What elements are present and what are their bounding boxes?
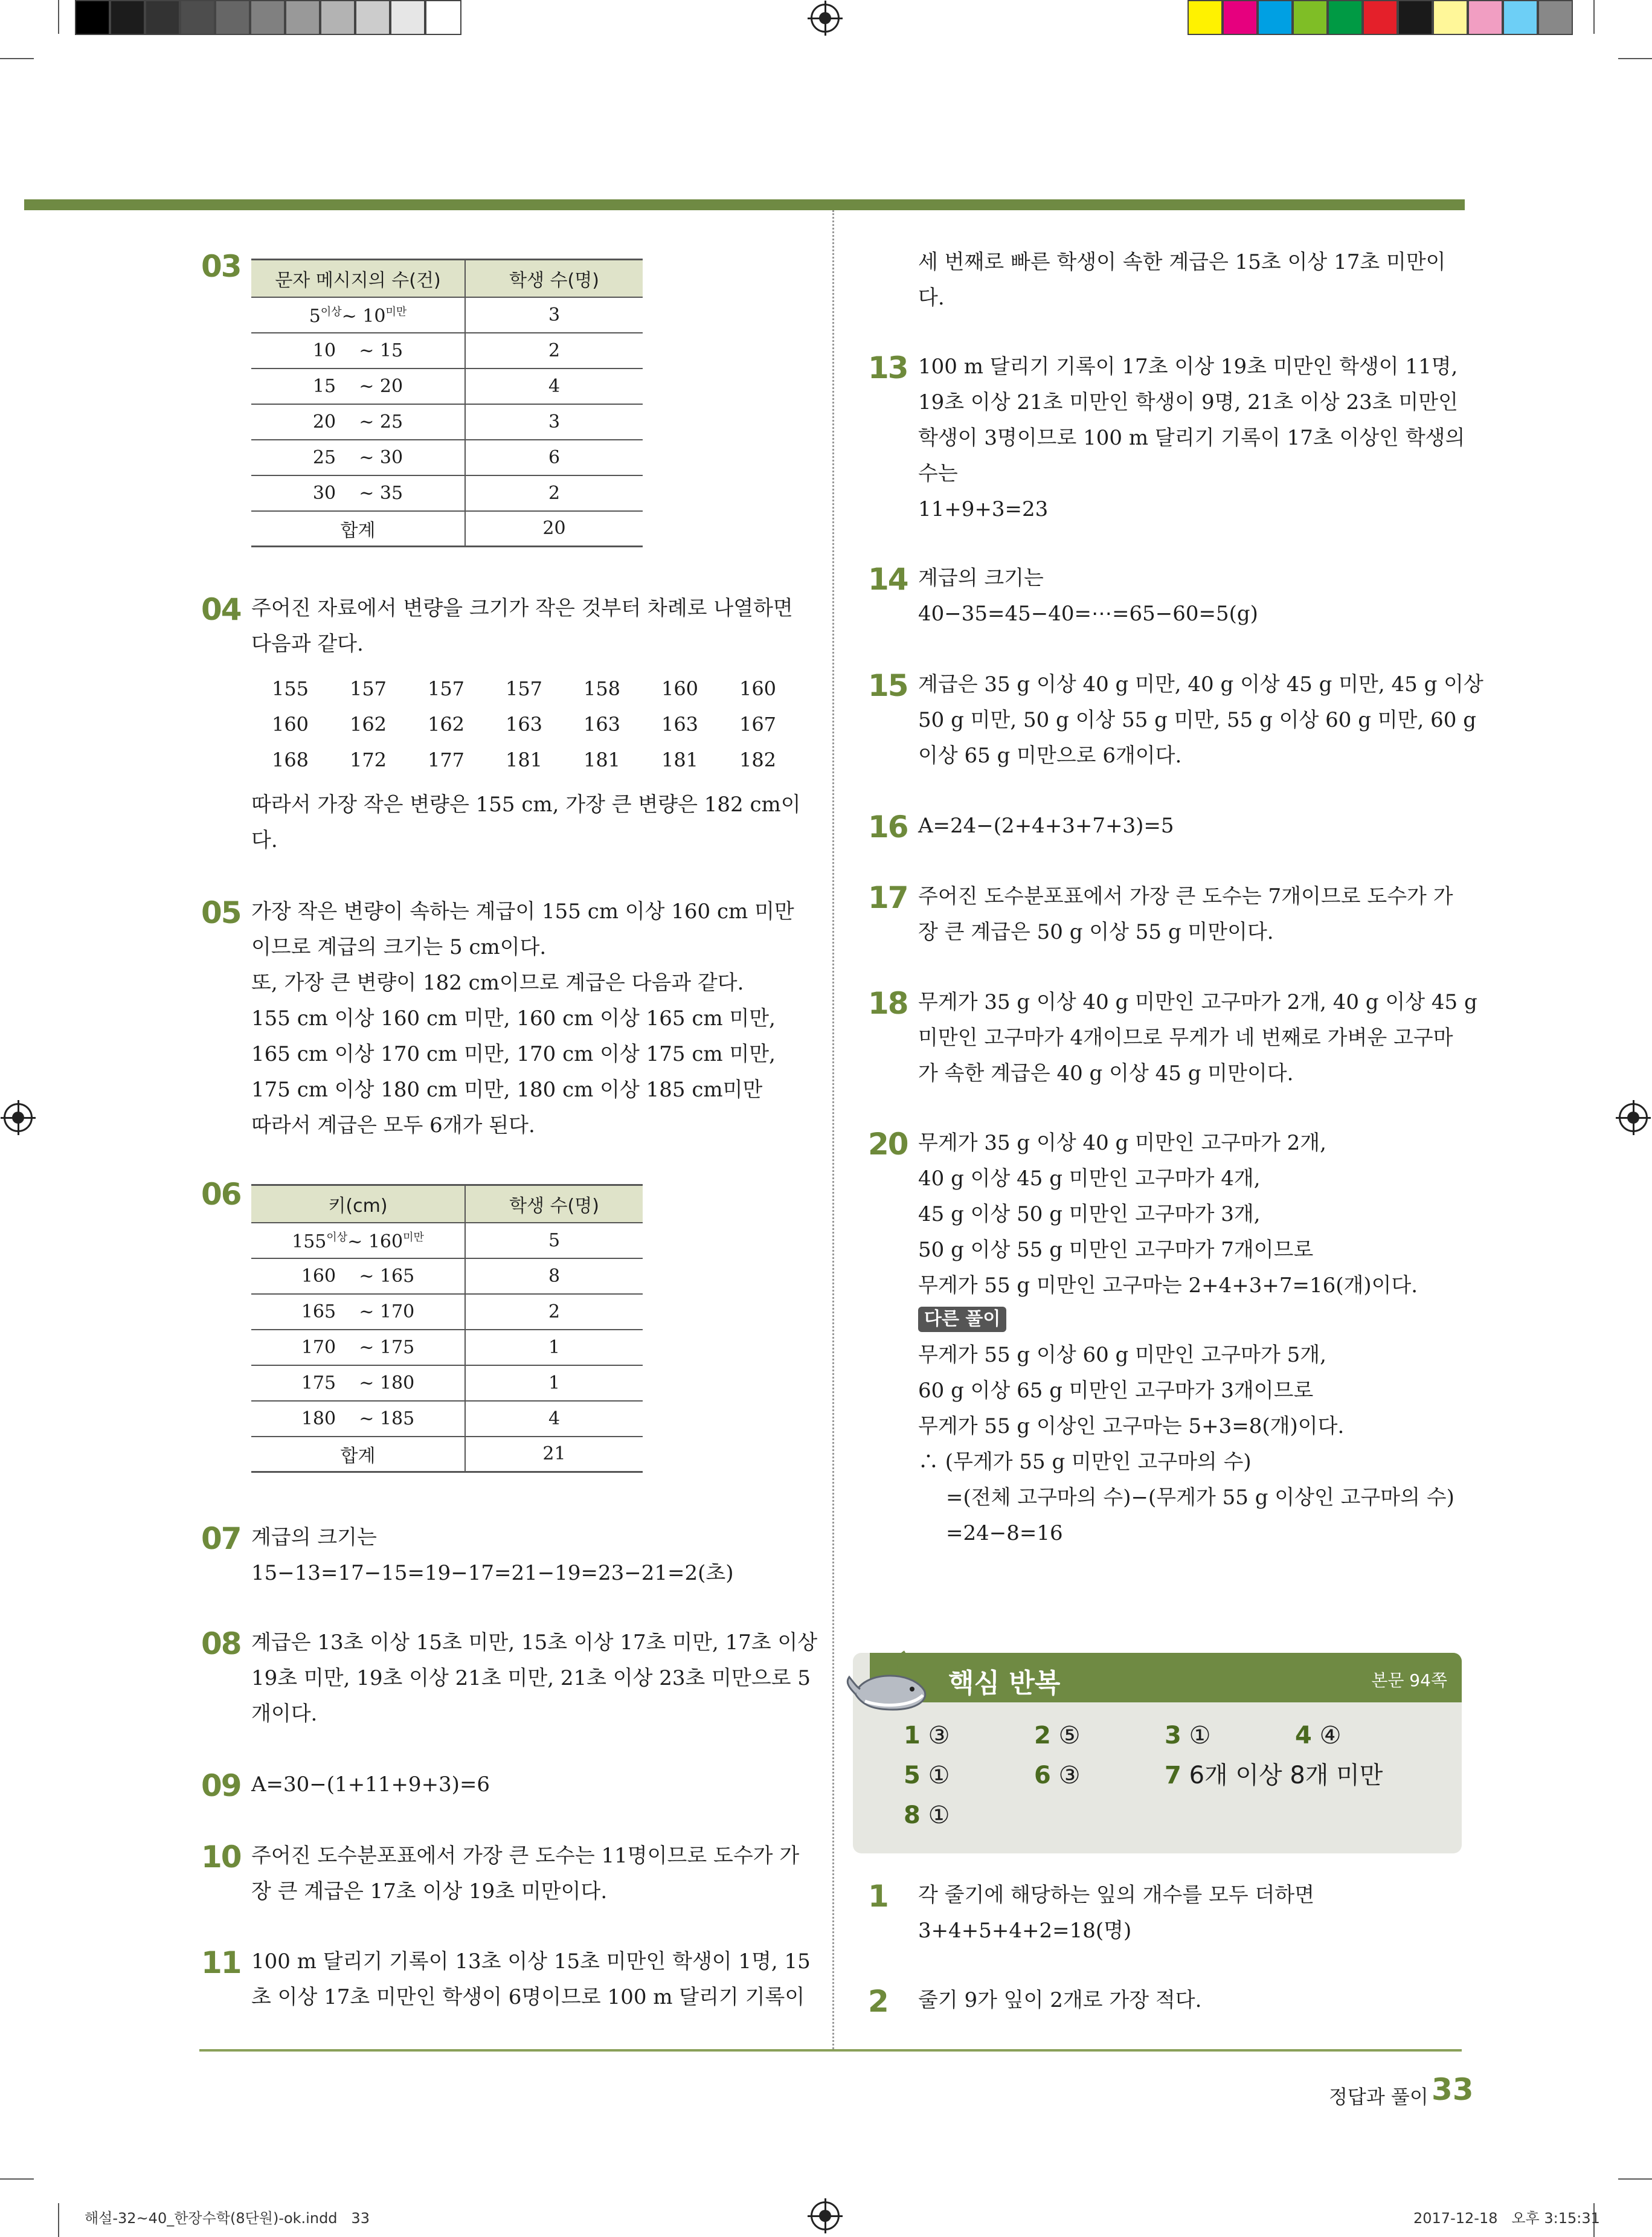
solution-text: 주어진 자료에서 변량을 크기가 작은 것부터 차례로 나열하면: [251, 596, 793, 620]
problem-number: 05: [201, 895, 241, 930]
page-number: 33: [1432, 2072, 1474, 2107]
crop-mark: [58, 2203, 59, 2237]
solution-text: 장 큰 계급은 50 g 이상 55 g 미만이다.: [918, 920, 1274, 944]
solution-text: A=30−(1+11+9+3)=6: [251, 1772, 490, 1797]
solution-text: =24−8=16: [946, 1521, 1063, 1545]
table-row: $5^{이상}\sim$ $10^{미만}$ 3: [251, 297, 643, 333]
registration-mark-icon: [4, 1103, 33, 1132]
solution-text: 이므로 계급의 크기는 5 cm이다.: [251, 935, 547, 959]
table-row: 15 ~ 20 4: [251, 369, 643, 404]
core-answer: 1 ③: [904, 1722, 950, 1749]
problem-number: 14: [868, 562, 908, 597]
solution-text: 수는: [918, 462, 958, 486]
gray-swatch: [110, 0, 145, 35]
table-row: 20 ~ 25 3: [251, 404, 643, 440]
problem-number: 10: [201, 1839, 241, 1875]
solution-text: 40 g 이상 45 g 미만인 고구마가 4개,: [918, 1167, 1261, 1191]
color-swatch: [1398, 0, 1433, 35]
alternate-solution-badge: 다른 풀이: [918, 1307, 1006, 1332]
problem-number: 17: [868, 880, 908, 915]
solution-text: 다.: [918, 286, 945, 310]
problem-number: 07: [201, 1521, 241, 1556]
solution-text: =(전체 고구마의 수)−(무게가 55 g 이상인 고구마의 수): [946, 1485, 1454, 1510]
slug-filename: 해설-32~40_한장수학(8단원)-ok.indd 33: [85, 2210, 370, 2227]
table-row: 10 ~ 15 2: [251, 333, 643, 369]
solution-text: 따라서 가장 작은 변량은 155 cm, 가장 큰 변량은 182 cm이: [251, 793, 801, 817]
gray-swatch: [145, 0, 180, 35]
table-total-row: 합계 21: [251, 1437, 643, 1472]
gray-swatch: [215, 0, 250, 35]
table-row: 180 ~ 185 4: [251, 1401, 643, 1437]
crop-mark: [0, 58, 34, 59]
problem-number: 09: [201, 1768, 241, 1803]
solution-text: A=24−(2+4+3+7+3)=5: [918, 814, 1174, 838]
problem-number: 20: [868, 1127, 908, 1162]
solution-text: 계급은 13초 이상 15초 미만, 15초 이상 17초 미만, 17초 이상: [251, 1630, 818, 1655]
solution-text: 따라서 계급은 모두 6개가 된다.: [251, 1113, 535, 1138]
gray-swatch: [285, 0, 320, 35]
solution-text: 50 g 이상 55 g 미만인 고구마가 7개이므로: [918, 1238, 1314, 1262]
solution-text: 100 m 달리기 기록이 13초 이상 15초 미만인 학생이 1명, 15: [251, 1949, 811, 1974]
table-header: 문자 메시지의 수(건): [251, 260, 465, 297]
solution-text: 50 g 미만, 50 g 이상 55 g 미만, 55 g 이상 60 g 미만, 60 g: [918, 708, 1476, 732]
column-divider: [832, 210, 834, 2049]
core-answer: 2 ⑤: [1034, 1722, 1081, 1749]
table-header: 학생 수(명): [465, 1185, 643, 1223]
solution-text: 계급의 크기는: [918, 566, 1044, 590]
problem-number: 16: [868, 810, 908, 845]
solution-text: 165 cm 이상 170 cm 미만, 170 cm 이상 175 cm 미만,: [251, 1042, 776, 1066]
table-row: 165 ~ 170 2: [251, 1294, 643, 1330]
solution-text: 무게가 35 g 이상 40 g 미만인 고구마가 2개, 40 g 이상 45 g: [918, 990, 1477, 1014]
core-review-title: 핵심 반복: [948, 1668, 1061, 1699]
data-values-grid: 155 157 157 157 158 160 160 160 162 162 163 163 163 167 168 172 177 181 181 181 182: [271, 677, 777, 771]
table-header: 학생 수(명): [465, 260, 643, 297]
solution-text: 학생이 3명이므로 100 m 달리기 기록이 17초 이상인 학생의: [918, 426, 1465, 450]
solution-text: 11+9+3=23: [918, 497, 1049, 521]
solution-text: 40−35=45−40=⋯=65−60=5(g): [918, 602, 1258, 626]
color-swatch: [1538, 0, 1573, 35]
crop-mark: [58, 0, 59, 34]
table-row: 25 ~ 30 6: [251, 440, 643, 475]
crop-mark: [1618, 58, 1652, 59]
solution-text: 19초 이상 21초 미만인 학생이 9명, 21초 이상 23초 미만인: [918, 390, 1458, 414]
core-answer: 5 ①: [904, 1762, 950, 1789]
table-row: 160 ~ 165 8: [251, 1258, 643, 1294]
solution-text: 175 cm 이상 180 cm 미만, 180 cm 이상 185 cm미만: [251, 1078, 763, 1102]
solution-text: ∴ (무게가 55 g 미만인 고구마의 수): [918, 1450, 1252, 1474]
solution-text: 세 번째로 빠른 학생이 속한 계급은 15초 이상 17초 미만이: [918, 250, 1446, 274]
solution-text: 다.: [251, 828, 278, 852]
color-swatch: [1328, 0, 1363, 35]
color-swatch: [1363, 0, 1398, 35]
crop-mark: [0, 2178, 34, 2180]
problem-number: 04: [201, 592, 241, 627]
gray-swatch: [390, 0, 425, 35]
solution-text: 무게가 35 g 이상 40 g 미만인 고구마가 2개,: [918, 1131, 1326, 1155]
solution-text: 또, 가장 큰 변량이 182 cm이므로 계급은 다음과 같다.: [251, 971, 744, 995]
gray-swatch: [355, 0, 390, 35]
gray-swatch: [425, 0, 461, 35]
registration-mark-icon: [811, 4, 840, 33]
solution-text: 무게가 55 g 미만인 고구마는 2+4+3+7=16(개)이다.: [918, 1273, 1418, 1298]
frequency-table-height: [251, 1184, 643, 1473]
problem-number: 06: [201, 1177, 241, 1212]
color-swatch: [1188, 0, 1223, 35]
footer-section-label: 정답과 풀이: [1329, 2085, 1429, 2108]
core-answer: 3 ①: [1165, 1722, 1211, 1749]
problem-number: 11: [201, 1945, 241, 1980]
gray-swatch: [250, 0, 285, 35]
color-swatch: [1503, 0, 1538, 35]
problem-number: 13: [868, 350, 908, 385]
solution-text: 가 속한 계급은 40 g 이상 45 g 미만이다.: [918, 1061, 1294, 1086]
footer-rule: [199, 2049, 1462, 2052]
solution-text: 줄기 9가 잎이 2개로 가장 적다.: [918, 1988, 1202, 2012]
table-row: 30 ~ 35 2: [251, 475, 643, 511]
core-answer: 4 ④: [1295, 1722, 1342, 1749]
solution-text: 3+4+5+4+2=18(명): [918, 1919, 1132, 1943]
solution-text: 100 m 달리기 기록이 17초 이상 19초 미만인 학생이 11명,: [918, 355, 1458, 379]
problem-number: 1: [868, 1879, 888, 1914]
crop-mark: [1593, 0, 1595, 34]
header-bar: [24, 199, 1465, 210]
solution-text: 각 줄기에 해당하는 잎의 개수를 모두 더하면: [918, 1883, 1315, 1907]
crop-mark: [1618, 2178, 1652, 2180]
solution-text: 60 g 이상 65 g 미만인 고구마가 3개이므로: [918, 1379, 1314, 1403]
core-answer: 7 6개 이상 8개 미만: [1165, 1762, 1383, 1789]
slug-timestamp: 2017-12-18 오후 3:15:31: [1413, 2210, 1600, 2227]
solution-text: 계급은 35 g 이상 40 g 미만, 40 g 이상 45 g 미만, 45 g 이상: [918, 672, 1483, 697]
color-swatch: [1258, 0, 1293, 35]
solution-text: 이상 65 g 미만으로 6개이다.: [918, 744, 1182, 768]
color-swatch: [1468, 0, 1503, 35]
solution-text: 15−13=17−15=19−17=21−19=23−21=2(초): [251, 1561, 734, 1585]
table-row: 170 ~ 175 1: [251, 1330, 643, 1365]
whale-icon: [844, 1647, 935, 1719]
solution-text: 무게가 55 g 이상 60 g 미만인 고구마가 5개,: [918, 1343, 1326, 1367]
solution-text: 초 이상 17초 미만인 학생이 6명이므로 100 m 달리기 기록이: [251, 1985, 805, 2009]
solution-text: 주어진 도수분포표에서 가장 큰 도수는 7개이므로 도수가 가: [918, 884, 1453, 909]
solution-text: 계급의 크기는: [251, 1525, 377, 1550]
problem-number: 15: [868, 668, 908, 703]
solution-text: 45 g 이상 50 g 미만인 고구마가 3개,: [918, 1202, 1261, 1226]
problem-number: 2: [868, 1984, 888, 2019]
core-answer: 6 ③: [1034, 1762, 1081, 1789]
table-row: $155^{이상}\sim$ $160^{미만}$ 5: [251, 1223, 643, 1258]
problem-number: 08: [201, 1626, 241, 1661]
frequency-table-messages: [251, 259, 643, 547]
solution-text: 가장 작은 변량이 속하는 계급이 155 cm 이상 160 cm 미만: [251, 900, 794, 924]
gray-swatch: [180, 0, 215, 35]
core-review-page-ref: 본문 94쪽: [1371, 1670, 1447, 1690]
table-total-row: 합계 20: [251, 511, 643, 547]
registration-mark-icon: [1619, 1103, 1648, 1132]
solution-text: 다음과 같다.: [251, 632, 364, 656]
solution-text: 주어진 도수분포표에서 가장 큰 도수는 11명이므로 도수가 가: [251, 1844, 800, 1868]
solution-text: 155 cm 이상 160 cm 미만, 160 cm 이상 165 cm 미만,: [251, 1006, 776, 1031]
problem-number: 03: [201, 249, 241, 284]
color-swatch: [1433, 0, 1468, 35]
problem-number: 18: [868, 986, 908, 1021]
color-swatch: [1293, 0, 1328, 35]
gray-swatch: [75, 0, 110, 35]
core-review-header: [870, 1653, 1462, 1702]
solution-text: 장 큰 계급은 17초 이상 19초 미만이다.: [251, 1879, 608, 1904]
solution-text: 무게가 55 g 이상인 고구마는 5+3=8(개)이다.: [918, 1414, 1345, 1438]
solution-text: 19초 미만, 19초 이상 21초 미만, 21초 이상 23초 미만으로 5: [251, 1666, 811, 1690]
core-answer: 8 ①: [904, 1801, 950, 1829]
color-swatch: [1223, 0, 1258, 35]
registration-mark-icon: [811, 2201, 840, 2230]
table-row: 175 ~ 180 1: [251, 1365, 643, 1401]
table-header: 키(cm): [251, 1185, 465, 1223]
gray-swatch: [320, 0, 355, 35]
solution-text: 미만인 고구마가 4개이므로 무게가 네 번째로 가벼운 고구마: [918, 1026, 1453, 1050]
solution-text: 개이다.: [251, 1702, 318, 1726]
